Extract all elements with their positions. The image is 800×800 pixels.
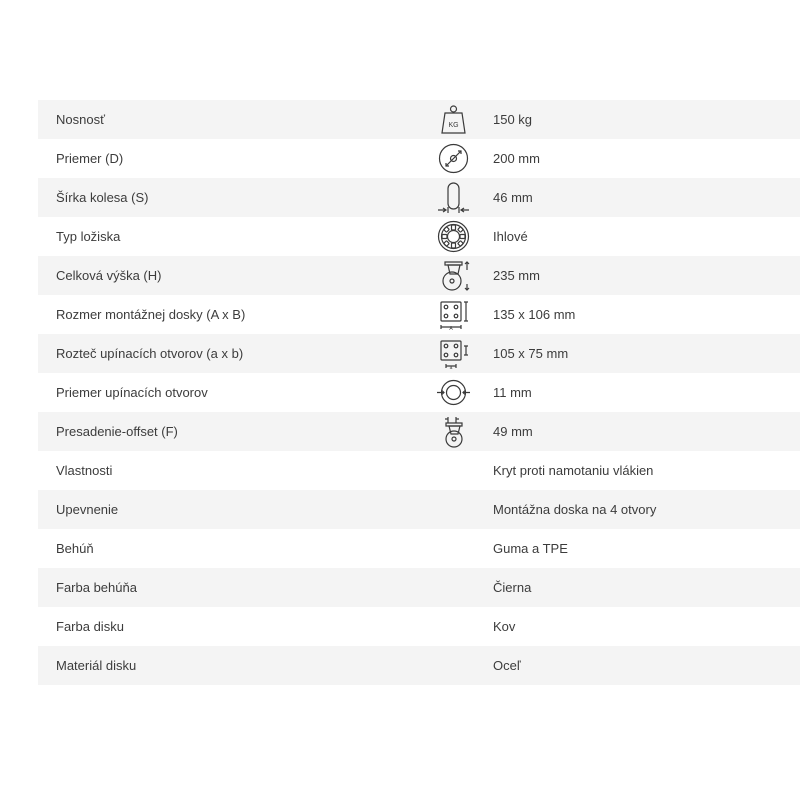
spec-row-behun xyxy=(38,529,800,568)
spec-value: 235 mm xyxy=(493,268,540,283)
spec-row-vlastnosti xyxy=(38,451,800,490)
spec-value: 11 mm xyxy=(493,385,532,400)
hole-diameter-icon xyxy=(436,375,471,410)
spec-label: Rozteč upínacích otvorov (a x b) xyxy=(56,346,244,361)
spec-value: 49 mm xyxy=(493,424,533,439)
spec-table xyxy=(38,100,800,685)
spec-label: Presadenie-offset (F) xyxy=(56,424,178,439)
spec-value: Montážna doska na 4 otvory xyxy=(493,502,657,517)
spec-value: Čierna xyxy=(493,580,532,595)
spec-label: Behúň xyxy=(56,541,94,556)
spec-row-priemer-otvorov xyxy=(38,373,800,412)
spec-label: Farba disku xyxy=(56,619,124,634)
spec-row-typ-loziska xyxy=(38,217,800,256)
spec-row-sirka-kolesa xyxy=(38,178,800,217)
mounting-plate-size-icon xyxy=(436,297,471,332)
spec-row-rozmer-dosky xyxy=(38,295,800,334)
spec-label: Nosnosť xyxy=(56,112,105,127)
spec-row-nosnost xyxy=(38,100,800,139)
spec-value: Kryt proti namotaniu vlákien xyxy=(493,463,654,478)
diameter-icon xyxy=(436,141,471,176)
spec-value: 105 x 75 mm xyxy=(493,346,569,361)
hole-spacing-icon xyxy=(436,336,471,371)
bearing-icon xyxy=(436,219,471,254)
spec-label: Vlastnosti xyxy=(56,463,113,478)
svg-text:KG: KG xyxy=(448,122,459,129)
svg-text:a: a xyxy=(449,365,453,371)
spec-value: Ihlové xyxy=(493,229,528,244)
spec-value: 135 x 106 mm xyxy=(493,307,576,322)
wheel-width-icon xyxy=(436,180,471,215)
spec-row-upevnenie xyxy=(38,490,800,529)
spec-row-roztec-otvorov xyxy=(38,334,800,373)
spec-label: Priemer (D) xyxy=(56,151,124,166)
spec-label: Priemer upínacích otvorov xyxy=(56,385,208,400)
weight-kg-icon xyxy=(436,102,471,137)
spec-value: 200 mm xyxy=(493,151,540,166)
spec-label: Materiál disku xyxy=(56,658,137,673)
spec-row-farba-behuna xyxy=(38,568,800,607)
total-height-icon xyxy=(436,258,471,293)
spec-label: Celková výška (H) xyxy=(56,268,162,283)
spec-label: Upevnenie xyxy=(56,502,119,517)
spec-value: 150 kg xyxy=(493,112,533,127)
spec-row-farba-disku xyxy=(38,607,800,646)
spec-label: Rozmer montážnej dosky (A x B) xyxy=(56,307,246,322)
spec-value: Guma a TPE xyxy=(493,541,568,556)
spec-label: Šírka kolesa (S) xyxy=(56,190,149,205)
spec-value: Kov xyxy=(493,619,516,634)
offset-icon xyxy=(436,414,471,449)
svg-text:A: A xyxy=(449,326,453,332)
spec-row-material-disku xyxy=(38,646,800,685)
spec-row-priemer xyxy=(38,139,800,178)
spec-value: 46 mm xyxy=(493,190,533,205)
spec-row-celkova-vyska xyxy=(38,256,800,295)
spec-row-offset xyxy=(38,412,800,451)
spec-label: Typ ložiska xyxy=(56,229,121,244)
spec-value: Oceľ xyxy=(493,658,521,673)
spec-label: Farba behúňa xyxy=(56,580,137,595)
